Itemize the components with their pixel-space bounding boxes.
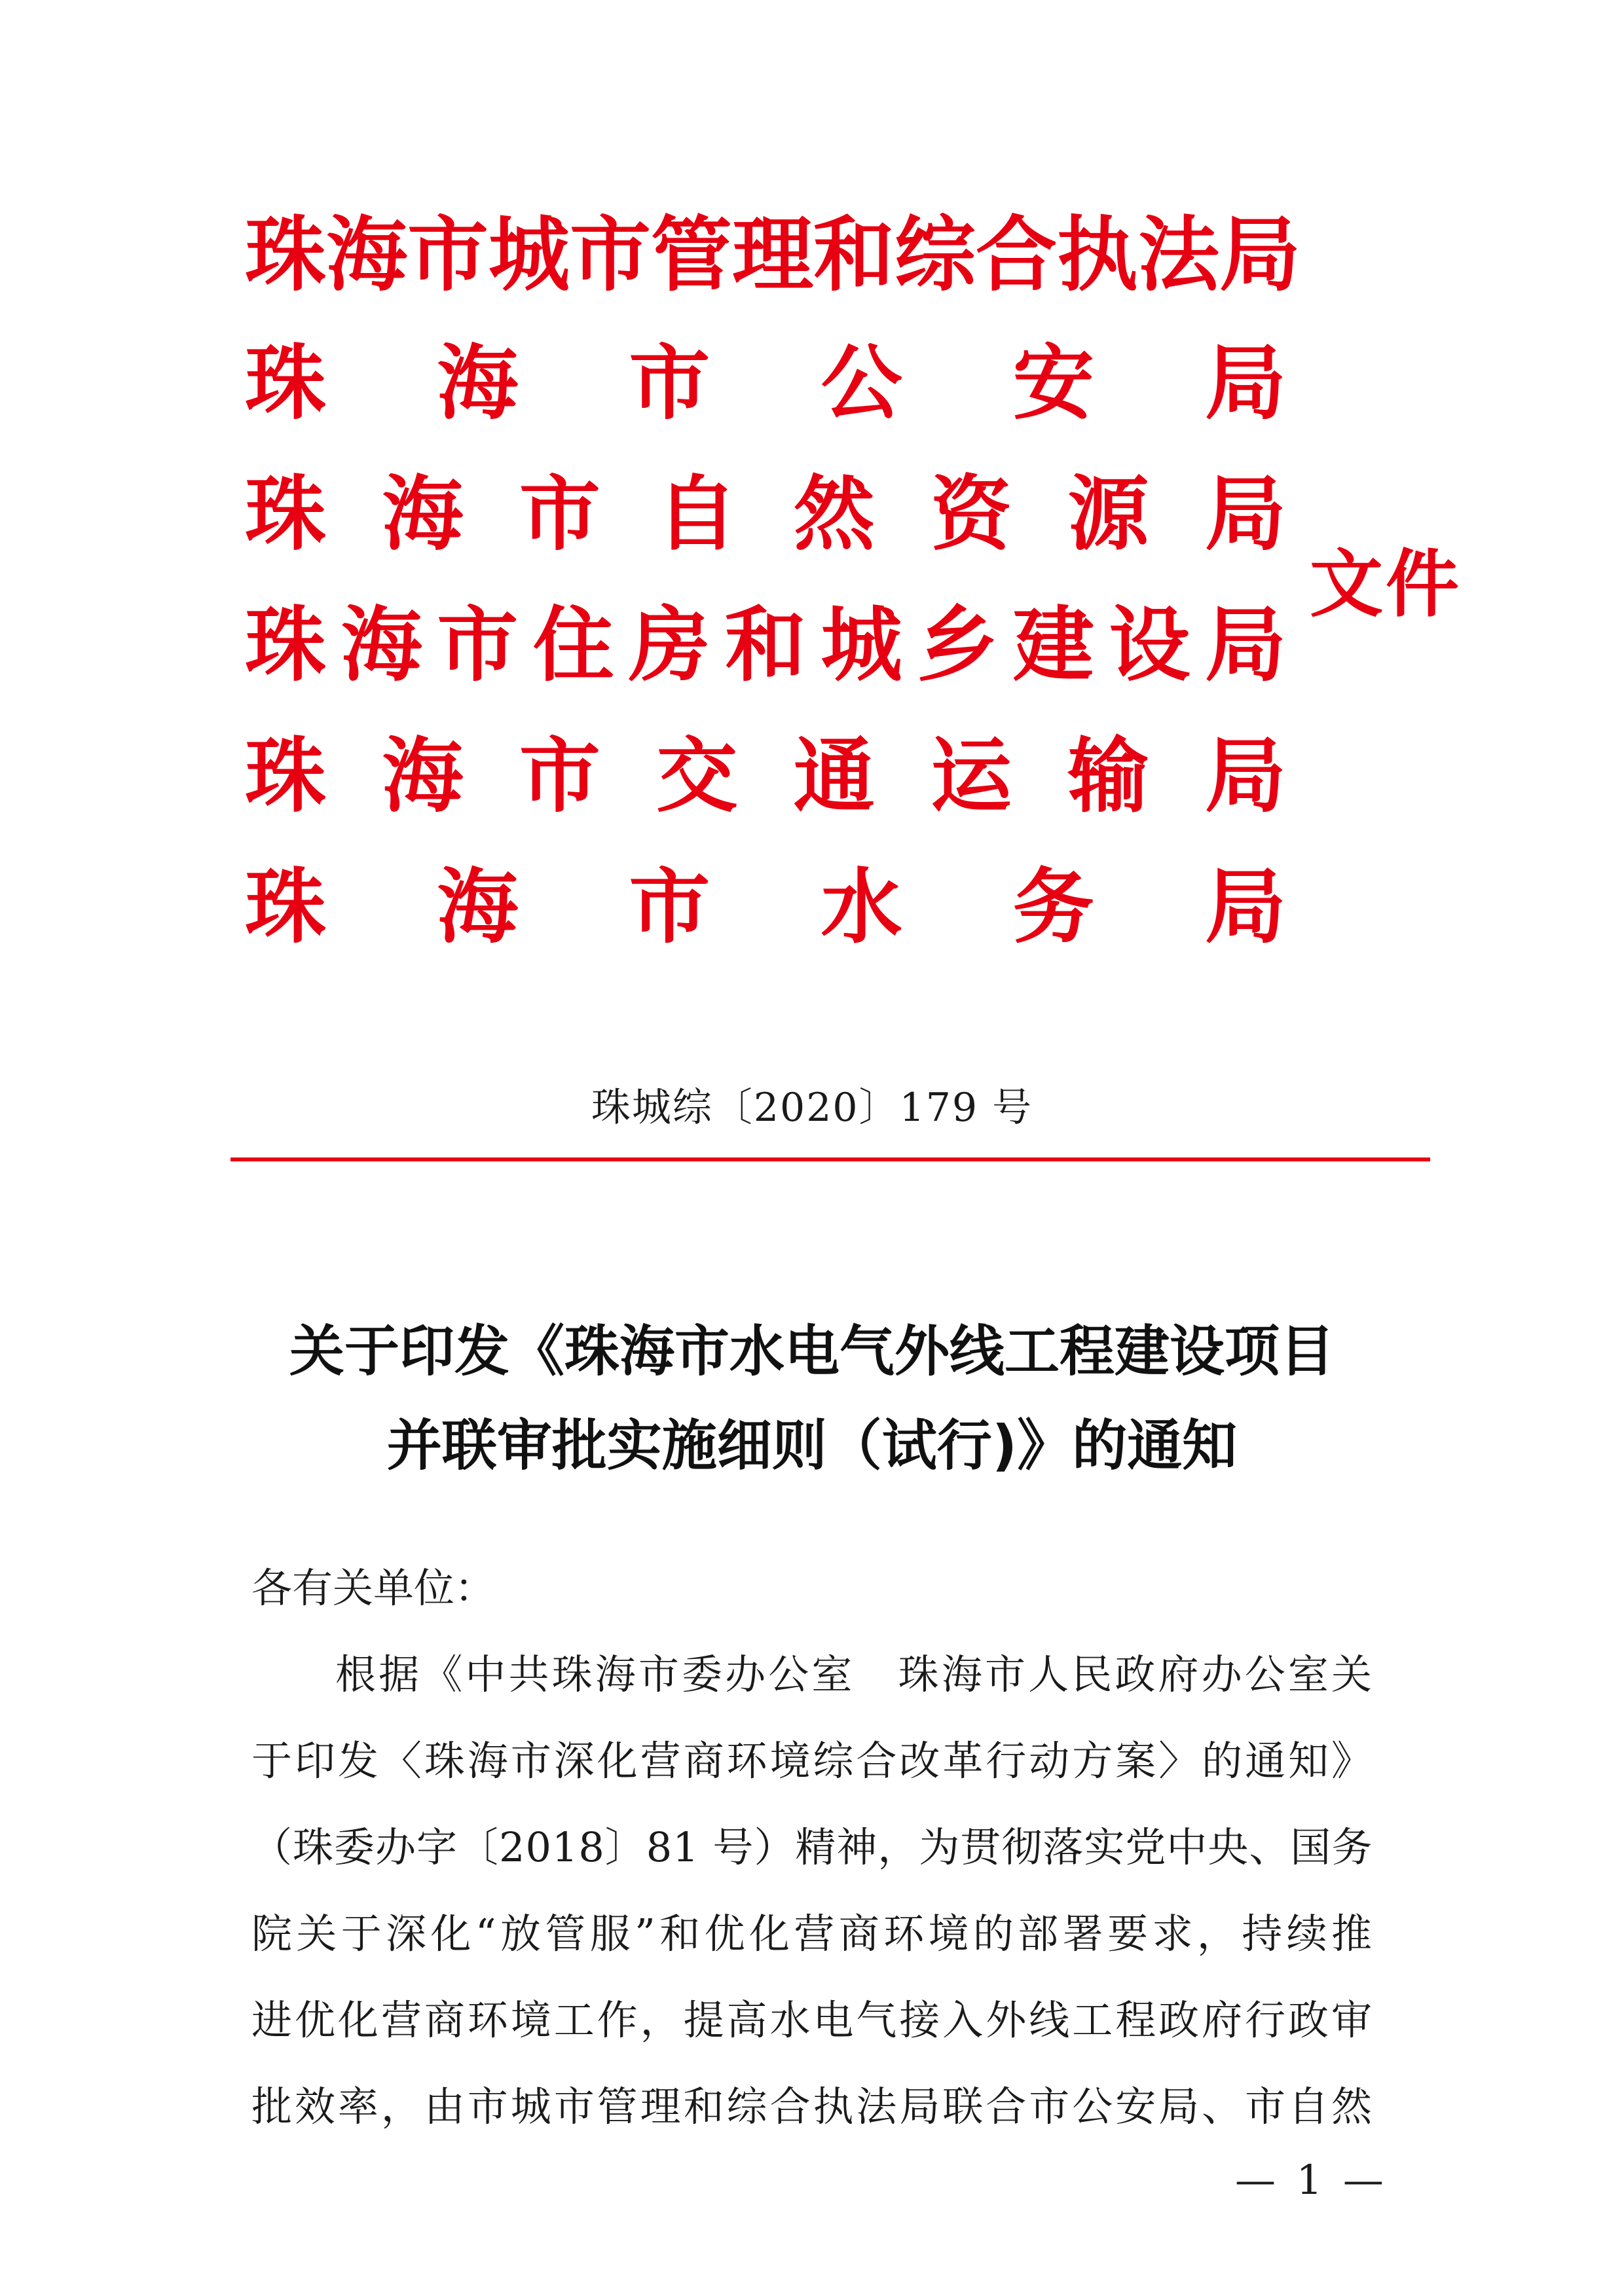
issuer-character: 海 [437,337,519,431]
issuer-character: 公 [821,337,902,431]
issuer-character: 海 [326,208,408,302]
page-number: — 1 — [1235,2156,1388,2204]
issuer-character: 珠 [245,729,327,824]
issuer-character: 自 [656,467,738,562]
salutation: 各有关单位： [251,1564,496,1612]
issuer-character: 住 [532,598,614,693]
issuer-character: 和 [724,598,806,693]
issuer-character: 海 [382,467,464,562]
issuer-line-2-text [245,338,1286,429]
issuer-character: 海 [382,729,464,824]
issuer-line-3-text [245,469,1286,560]
issuer-character: 理 [732,208,814,302]
issuer-character: 城 [489,208,570,302]
issuer-character: 局 [1204,467,1286,562]
document-title [0,1304,1624,1493]
issuer-character: 执 [1057,208,1139,302]
issuer-character: 珠 [245,598,327,693]
issuer-character: 安 [1012,337,1094,431]
issuer-character: 珠 [245,208,327,302]
issuer-character: 局 [1204,860,1286,955]
body-line-5: 进优化营商环境工作，提高水电气接入外线工程政府行政审 [251,1996,1373,2044]
issuer-line-4 [245,600,1286,691]
issuer-character: 合 [976,208,1058,302]
issuer-character: 局 [1204,598,1286,693]
issuer-character: 局 [1219,208,1301,302]
issuer-character: 局 [1204,337,1286,431]
issuer-character: 海 [437,860,519,955]
document-body [251,1545,1373,2150]
issuer-character: 法 [1138,208,1220,302]
issuer-character: 输 [1067,729,1149,824]
issuer-character: 局 [1204,729,1286,824]
document-number [0,1082,1624,1134]
issuer-character: 市 [570,208,652,302]
body-line-4: 院关于深化“放管服”和优化营商环境的部署要求，持续推 [251,1910,1373,1958]
issuer-character: 市 [519,467,600,562]
issuer-character: 交 [656,729,738,824]
issuer-character: 市 [629,337,710,431]
issuer-character: 资 [931,467,1012,562]
issuer-line-1 [245,208,1301,302]
document-title-line-2: 并联审批实施细则（试行)》的通知 [386,1413,1238,1478]
issuer-character: 市 [437,598,519,693]
issuer-character: 房 [629,598,710,693]
issuer-character: 海 [341,598,422,693]
issuer-line-6 [245,862,1286,953]
issuer-character: 乡 [917,598,999,693]
issuer-character: 市 [629,860,710,955]
issuer-line-5 [245,731,1286,822]
issuer-character: 综 [895,208,976,302]
issuer-character: 城 [821,598,902,693]
issuer-character: 务 [1012,860,1094,955]
issuer-character: 市 [519,729,600,824]
document-title-line-1: 关于印发《珠海市水电气外线工程建设项目 [289,1319,1335,1383]
body-line-2: 于印发〈珠海市深化营商环境综合改革行动方案〉的通知》 [251,1737,1373,1785]
body-line-6: 批效率，由市城市管理和综合执法局联合市公安局、市自然 [251,2083,1373,2130]
issuer-character: 珠 [245,860,327,955]
issuer-line-4-text [245,600,1286,691]
issuer-line-1-text [245,208,1301,302]
issuer-line-5-text [245,731,1286,822]
issuer-character: 通 [793,729,875,824]
body-line-3: （珠委办字〔2018〕81 号）精神，为贯彻落实党中央、国务 [251,1823,1373,1871]
issuer-character: 建 [1012,598,1094,693]
issuer-line-6-text [245,862,1286,953]
issuer-character: 和 [813,208,895,302]
issuer-line-2 [245,338,1286,429]
issuer-character: 源 [1067,467,1149,562]
issuer-character: 珠 [245,337,327,431]
issuer-character: 设 [1109,598,1190,693]
issuer-character: 市 [407,208,489,302]
issuer-character: 水 [821,860,902,955]
issuer-line-3 [245,469,1286,560]
document-number-text: 珠城综〔2020〕179 号 [591,1085,1033,1131]
issuer-character: 管 [651,208,733,302]
issuer-character: 珠 [245,467,327,562]
body-line-1: 根据《中共珠海市委办公室 珠海市人民政府办公室关 [335,1650,1373,1698]
red-separator-line [231,1157,1430,1161]
issuer-character: 运 [931,729,1012,824]
issuer-character: 然 [793,467,875,562]
document-kind-label: 文件 [1310,542,1462,627]
